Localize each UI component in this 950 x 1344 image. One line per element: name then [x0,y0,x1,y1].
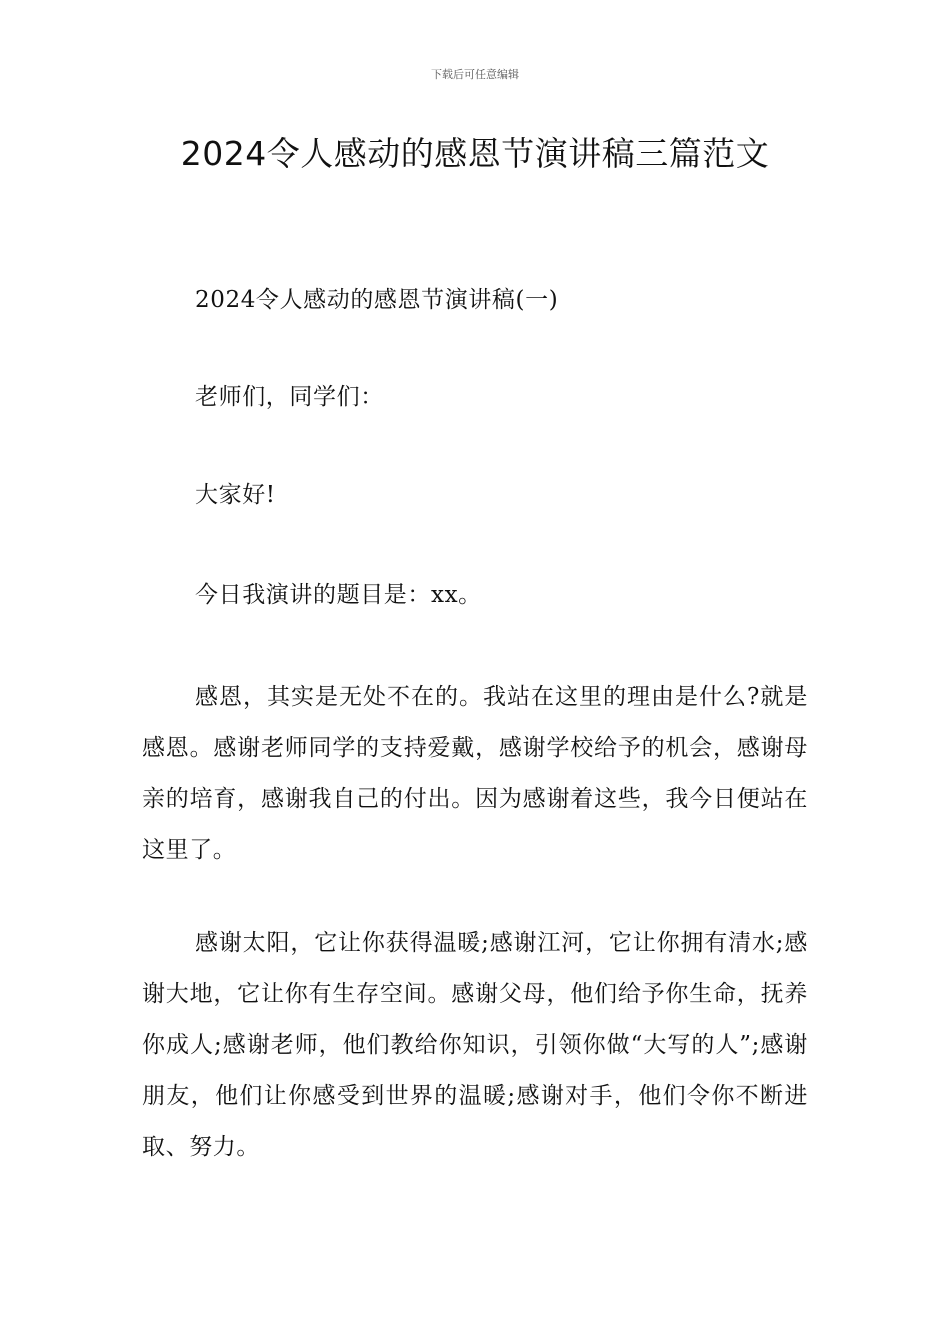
header-note: 下载后可任意编辑 [431,68,519,81]
greeting: 大家好! [195,482,276,508]
body-paragraph: 感谢太阳，它让你获得温暖;感谢江河，它让你拥有清水;感谢大地，它让你有生存空间。感谢父母，他们给予你生命，抚养你成人;感谢老师，他们教给你知识，引领你做“大写的人”;感谢朋友，他们让你感受到世界的温暖;感谢对手，他们令你不断进取、努力。 [142,930,808,1160]
salutation: 老师们，同学们： [195,384,384,410]
document-title: 2024令人感动的感恩节演讲稿三篇范文 [180,134,770,173]
section-heading: 2024令人感动的感恩节演讲稿(一) [195,287,559,313]
body-paragraph: 感恩，其实是无处不在的。我站在这里的理由是什么?就是感恩。感谢老师同学的支持爱戴，感谢学校给予的机会，感谢母亲的培育，感谢我自己的付出。因为感谢着这些，我今日便站在这里了。 [142,684,808,863]
topic-line: 今日我演讲的题目是：xx。 [195,582,482,608]
